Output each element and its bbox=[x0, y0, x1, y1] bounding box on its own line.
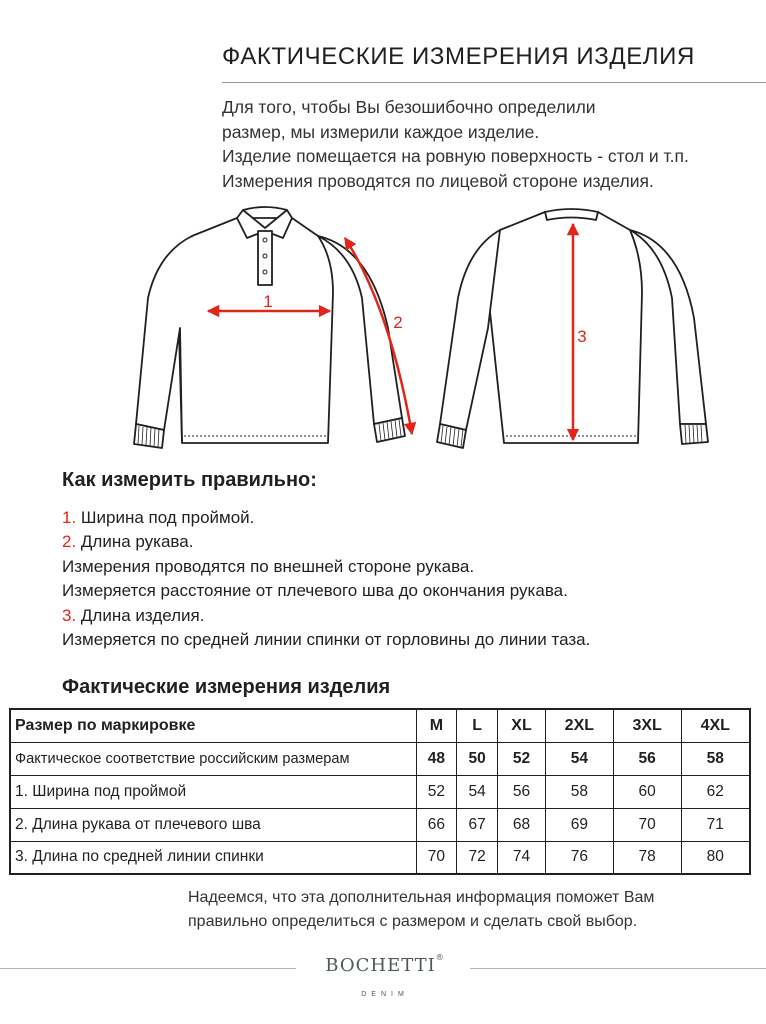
cell-value: 70 bbox=[613, 808, 681, 841]
cell-value: 56 bbox=[613, 742, 681, 775]
intro-line: Для того, чтобы Вы безошибочно определили bbox=[222, 97, 596, 117]
size-header: XL bbox=[498, 709, 546, 742]
cell-value: 76 bbox=[545, 841, 613, 874]
cell-value: 78 bbox=[613, 841, 681, 874]
brand-logo bbox=[312, 955, 458, 976]
item-number: 3. bbox=[62, 605, 77, 625]
row-label: Фактическое соответствие российским размерам bbox=[10, 742, 416, 775]
closing-line: правильно определиться с размером и сделать свой выбор. bbox=[188, 913, 638, 930]
cell-value: 74 bbox=[498, 841, 546, 874]
cell-value: 48 bbox=[416, 742, 457, 775]
table-row bbox=[10, 775, 750, 808]
cell-value: 69 bbox=[545, 808, 613, 841]
table-row bbox=[10, 841, 750, 874]
list-item bbox=[62, 506, 590, 530]
registered-mark: ® bbox=[435, 953, 445, 962]
marker-2: 2 bbox=[393, 313, 403, 332]
size-header: 2XL bbox=[545, 709, 613, 742]
intro-line: размер, мы измерили каждое изделие. bbox=[222, 121, 540, 142]
cell-value: 72 bbox=[457, 841, 498, 874]
cell-value: 70 bbox=[416, 841, 457, 874]
cell-value: 71 bbox=[681, 808, 750, 841]
cell-value: 54 bbox=[457, 775, 498, 808]
size-table bbox=[9, 708, 751, 875]
how-to-measure-title: Как измерить правильно: bbox=[62, 469, 317, 491]
size-header: 3XL bbox=[613, 709, 681, 742]
cell-value: 68 bbox=[498, 808, 546, 841]
cell-value: 52 bbox=[416, 775, 457, 808]
table-header-row bbox=[10, 709, 750, 742]
item-number: 2. bbox=[62, 532, 77, 552]
header-label: Размер по маркировке bbox=[10, 709, 416, 742]
cell-value: 58 bbox=[681, 742, 750, 775]
how-to-measure-list bbox=[62, 506, 590, 652]
size-header: M bbox=[416, 709, 457, 742]
list-item bbox=[62, 530, 590, 554]
table-row bbox=[10, 742, 750, 775]
cell-value: 62 bbox=[681, 775, 750, 808]
item-text: Длина рукава. bbox=[76, 532, 194, 552]
closing-note bbox=[188, 886, 654, 934]
polo-front-illustration bbox=[134, 207, 405, 448]
cell-value: 58 bbox=[545, 775, 613, 808]
cell-value: 67 bbox=[457, 808, 498, 841]
item-text: Длина изделия. bbox=[76, 605, 205, 625]
page-title: ФАКТИЧЕСКИЕ ИЗМЕРЕНИЯ ИЗДЕЛИЯ bbox=[222, 43, 695, 70]
row-label: 2. Длина рукава от плечевого шва bbox=[10, 808, 416, 841]
cell-value: 52 bbox=[498, 742, 546, 775]
cell-value: 56 bbox=[498, 775, 546, 808]
list-item bbox=[62, 604, 590, 628]
list-item-detail: Измеряется расстояние от плечевого шва до окончания рукава. bbox=[62, 581, 568, 601]
size-header: L bbox=[457, 709, 498, 742]
intro-line: Измерения проводятся по лицевой стороне изделия. bbox=[222, 170, 654, 191]
brand-subtitle: DENIM bbox=[361, 991, 409, 998]
marker-1: 1 bbox=[263, 292, 273, 311]
measurement-diagram bbox=[0, 198, 766, 458]
brand-name: BOCHETTI bbox=[325, 955, 436, 976]
size-header: 4XL bbox=[681, 709, 750, 742]
size-table-title: Фактические измерения изделия bbox=[62, 676, 391, 698]
cell-value: 66 bbox=[416, 808, 457, 841]
intro-text bbox=[222, 95, 762, 193]
intro-line: Изделие помещается на ровную поверхность - стол и т.п. bbox=[222, 146, 689, 166]
row-label: 1. Ширина под проймой bbox=[10, 775, 416, 808]
closing-line: Надеемся, что эта дополнительная информация поможет Вам bbox=[188, 889, 655, 906]
cell-value: 80 bbox=[681, 841, 750, 874]
marker-3: 3 bbox=[577, 327, 587, 346]
cell-value: 50 bbox=[457, 742, 498, 775]
footer-divider-left bbox=[0, 968, 296, 969]
title-divider bbox=[222, 82, 766, 83]
row-label: 3. Длина по средней линии спинки bbox=[10, 841, 416, 874]
list-item-detail: Измерения проводятся по внешней стороне рукава. bbox=[62, 556, 475, 576]
footer-divider-right bbox=[470, 968, 766, 969]
list-item-detail: Измеряется по средней линии спинки от горловины до линии таза. bbox=[62, 630, 591, 650]
cell-value: 60 bbox=[613, 775, 681, 808]
table-row bbox=[10, 808, 750, 841]
cell-value: 54 bbox=[545, 742, 613, 775]
item-number: 1. bbox=[62, 508, 77, 527]
item-text: Ширина под проймой. bbox=[76, 508, 255, 527]
